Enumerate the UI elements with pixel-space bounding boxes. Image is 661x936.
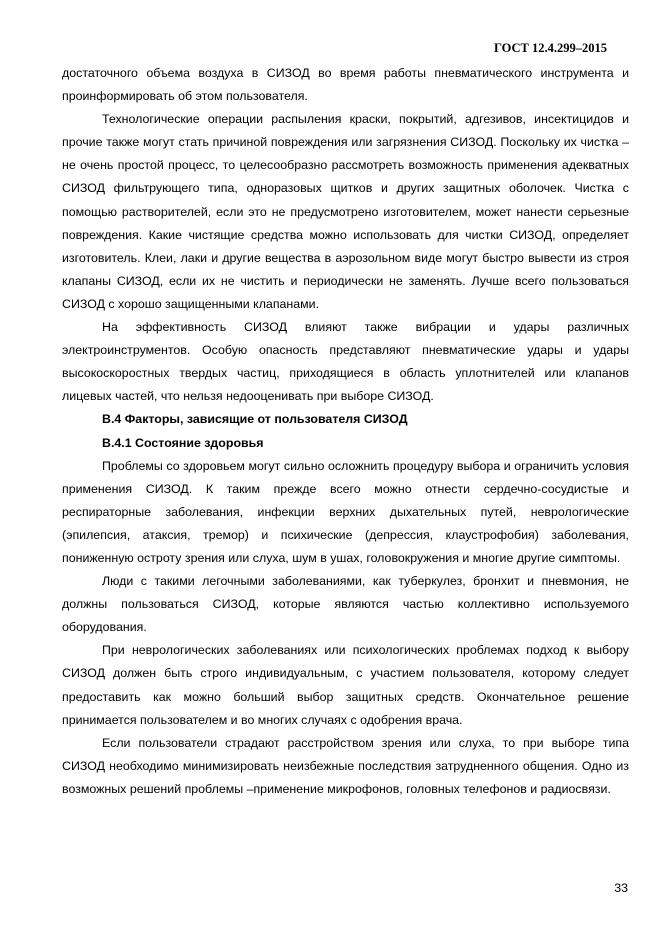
section-heading-b4: В.4 Факторы, зависящие от пользователя СИЗОД bbox=[102, 412, 408, 427]
paragraph-spraying-operations: Технологические операции распыления краски, покрытий, адгезивов, инсектицидов и прочие также могут стать причиной повреждения или загрязнения СИЗОД. Поскольку их чистка – не очень простой процесс, то целесообразно рассмотреть возможность применения адекватных СИЗОД фильтрующего типа, одноразовых щитков и других защитных оболочек. Чистка с помощью растворителей, если это не предусмотрено изготовителем, может нанести серьезные повреждения. Какие чистящие средства можно использовать для чистки СИЗОД, определяет изготовитель. Клеи, лаки и другие вещества в аэрозольном виде могут быстро вывести из строя клапаны СИЗОД, если их не чистить и периодически не заменять. Лучше всего пользоваться СИЗОД с хорошо защищенными клапанами. bbox=[62, 112, 629, 311]
paragraph-continuation: достаточного объема воздуха в СИЗОД во время работы пневматического инструмента и проинформировать об этом пользователя. bbox=[62, 66, 629, 104]
page-content bbox=[62, 62, 629, 801]
page-number: 33 bbox=[614, 881, 628, 895]
document-code-header: ГОСТ 12.4.299–2015 bbox=[493, 41, 607, 55]
paragraph-vision-hearing: Если пользователи страдают расстройством зрения или слуха, то при выборе типа СИЗОД необходимо минимизировать неизбежные последствия затрудненного общения. Одно из возможных решений проблемы –применение микрофонов, головных телефонов и радиосвязи. bbox=[62, 735, 629, 796]
subsection-heading-b41: В.4.1 Состояние здоровья bbox=[102, 435, 264, 450]
paragraph-lung-diseases: Люди с такими легочными заболеваниями, как туберкулез, бронхит и пневмония, не должны пользоваться СИЗОД, которые являются частью коллективно используемого оборудования. bbox=[62, 574, 629, 635]
paragraph-neurological: При неврологических заболеваниях или психологических проблемах подход к выбору СИЗОД должен быть строго индивидуальным, с участием пользователя, которому следует предоставить как можно больший выбор защитных средств. Окончательное решение принимается пользователем и во многих случаях с одобрения врача. bbox=[62, 643, 629, 727]
paragraph-vibration: На эффективность СИЗОД влияют также вибрации и удары различных электроинструментов. Особую опасность представляют пневматические удары и удары высокоскоростных твердых частиц, приходящиеся в область уплотнителей или клапанов лицевых частей, что нельзя недооценивать при выборе СИЗОД. bbox=[62, 320, 629, 404]
paragraph-health-problems: Проблемы со здоровьем могут сильно осложнить процедуру выбора и ограничить условия применения СИЗОД. К таким прежде всего можно отнести сердечно-сосудистые и респираторные заболевания, инфекции верхних дыхательных путей, неврологические (эпилепсия, атаксия, тремор) и психические (депрессия, клаустрофобия) заболевания, пониженную остроту зрения или слуха, шум в ушах, головокружения и многие другие симптомы. bbox=[62, 458, 629, 565]
